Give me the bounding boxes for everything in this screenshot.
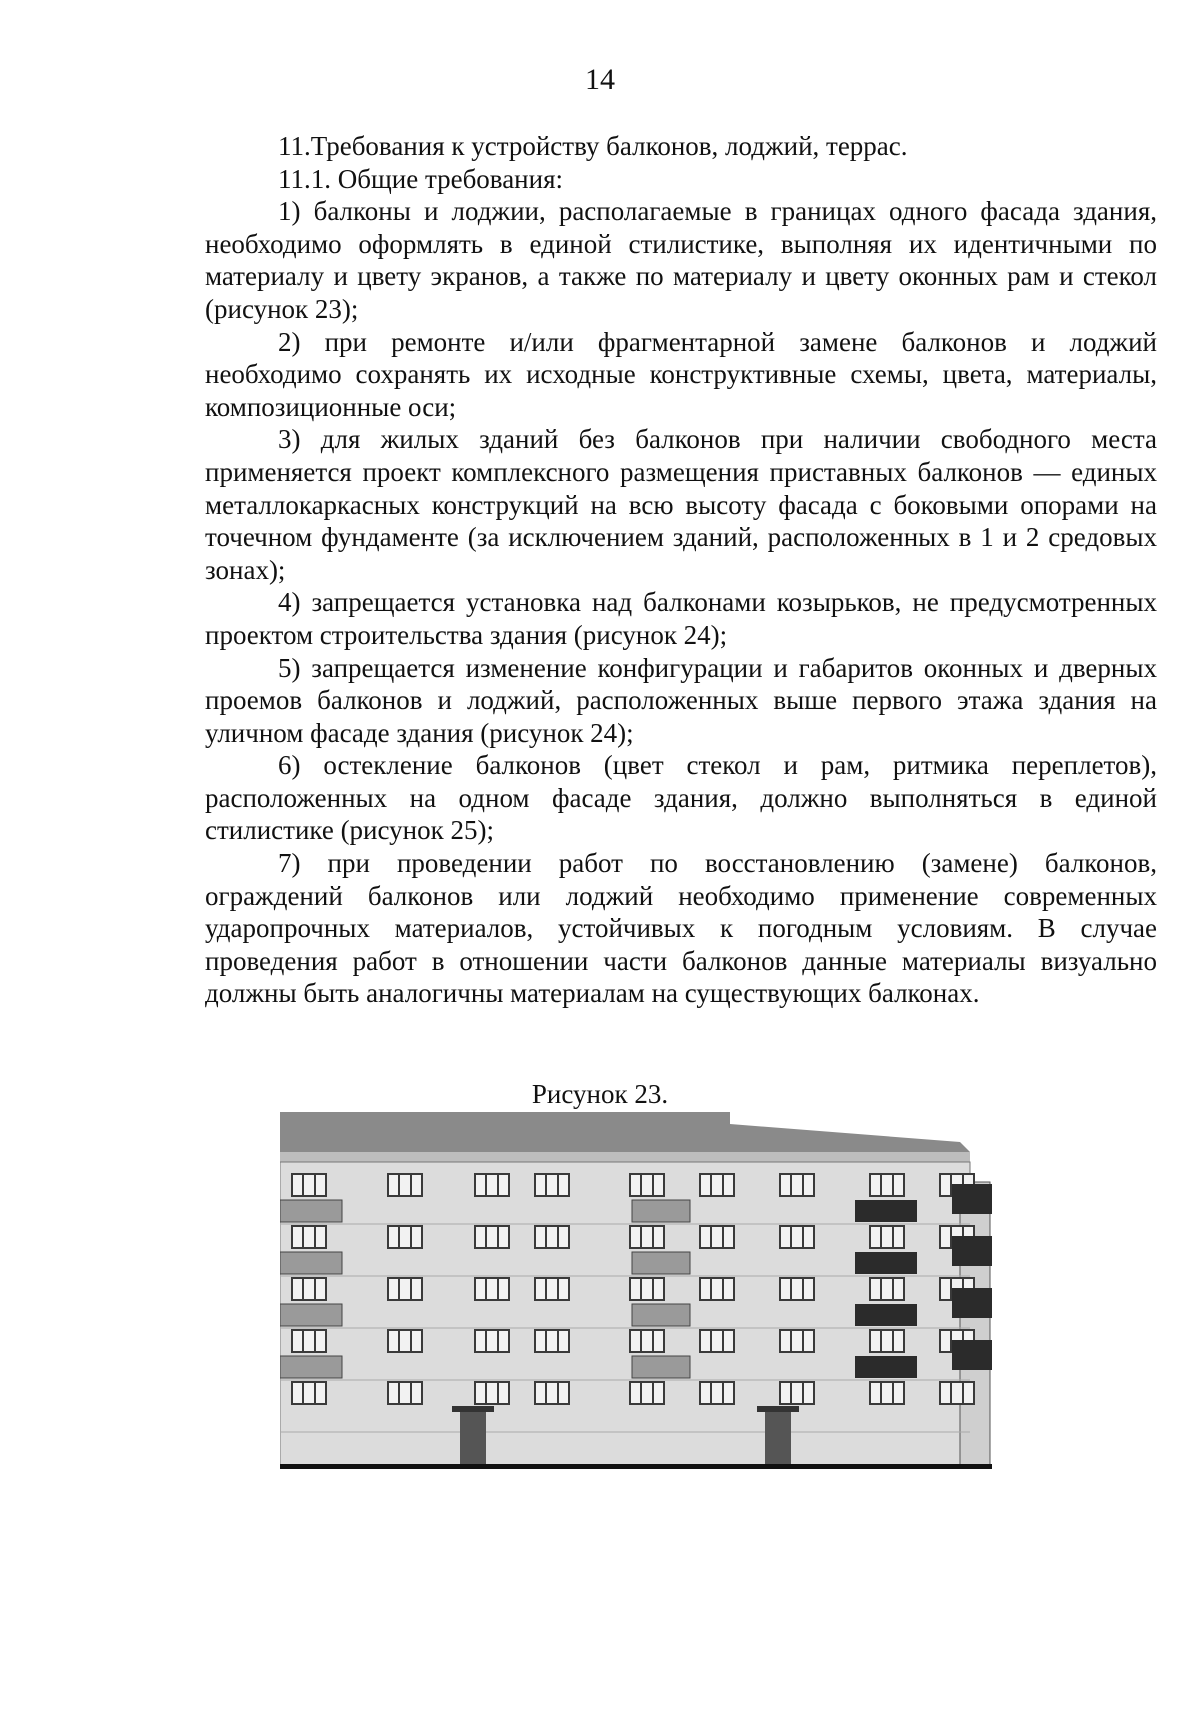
side-column [960, 1182, 990, 1467]
window [292, 1174, 326, 1196]
window [700, 1382, 734, 1404]
list-item: 5) запрещается изменение конфигурации и габаритов оконных и дверных проемов балконов и лоджий, расположенных выше первого этажа здания на уличном фасаде здания (рисунок 24); [205, 652, 1157, 748]
window [870, 1382, 904, 1404]
window [870, 1330, 904, 1352]
window [780, 1174, 814, 1196]
window [388, 1174, 422, 1196]
window [535, 1330, 569, 1352]
window [630, 1278, 664, 1300]
roof-edge [280, 1152, 970, 1162]
window [780, 1278, 814, 1300]
window [535, 1382, 569, 1404]
balcony-screen-dark [952, 1340, 992, 1370]
building-facade-figure [280, 1112, 1062, 1477]
list-item: 7) при проведении работ по восстановлению (замене) балконов, ограждений балконов или лоджий необходимо применение современных ударопрочных материалов, устойчивых к погодным условиям. В случае проведения работ в отношении части балконов данные материалы визуально должны быть аналогичны материалам на существующих балконах. [205, 848, 1157, 1009]
subsection-title: 11.1. Общие требования: [278, 163, 564, 194]
window [870, 1174, 904, 1196]
balcony-screen [632, 1304, 690, 1326]
balcony-screen [632, 1252, 690, 1274]
window [388, 1330, 422, 1352]
balcony-screen-dark [855, 1252, 917, 1274]
window [535, 1174, 569, 1196]
window [475, 1278, 509, 1300]
window [780, 1382, 814, 1404]
roof [280, 1112, 970, 1152]
window [780, 1330, 814, 1352]
entrance-canopy [452, 1406, 494, 1412]
window [475, 1330, 509, 1352]
list-item: 1) балконы и лоджии, располагаемые в границах одного фасада здания, необходимо оформлять в единой стилистике, выполняя их идентичными по материалу и цвету экранов, а также по материалу и цвету оконных рам и стекол (рисунок 23); [205, 196, 1157, 324]
balcony-screen [280, 1304, 342, 1326]
window [630, 1226, 664, 1248]
window [630, 1382, 664, 1404]
window [700, 1330, 734, 1352]
balcony-screen [280, 1200, 342, 1222]
window [388, 1278, 422, 1300]
window [292, 1330, 326, 1352]
balcony-screen-dark [855, 1200, 917, 1222]
window [535, 1226, 569, 1248]
window [388, 1382, 422, 1404]
ground-line [280, 1464, 992, 1469]
section-title: 11.Требования к устройству балконов, лоджий, террас. [278, 131, 908, 161]
list-item: 2) при ремонте и/или фрагментарной замене балконов и лоджий необходимо сохранять их исходные конструктивные схемы, цвета, материалы, композиционные оси; [205, 326, 1157, 422]
window [780, 1226, 814, 1248]
balcony-screen-dark [855, 1356, 917, 1378]
balcony-screen [632, 1200, 690, 1222]
window [475, 1226, 509, 1248]
window [630, 1330, 664, 1352]
window [630, 1174, 664, 1196]
balcony-screen [280, 1252, 342, 1274]
window [535, 1278, 569, 1300]
balcony-screen-dark [952, 1236, 992, 1266]
balcony-screen [280, 1356, 342, 1378]
entrance-door [765, 1412, 791, 1464]
list-item: 4) запрещается установка над балконами козырьков, не предусмотренных проектом строительства здания (рисунок 24); [205, 587, 1157, 650]
window [940, 1382, 974, 1404]
window [870, 1278, 904, 1300]
window [870, 1226, 904, 1248]
entrance-door [460, 1412, 486, 1464]
list-item: 6) остекление балконов (цвет стекол и рам, ритмика переплетов), расположенных на одном фасаде здания, должно выполняться в единой стилистике (рисунок 25); [205, 750, 1157, 846]
balcony-screen-dark [855, 1304, 917, 1326]
window [292, 1226, 326, 1248]
balcony-screen-dark [952, 1184, 992, 1214]
building-facade-drawing [280, 1112, 1062, 1477]
balcony-screen [632, 1356, 690, 1378]
balcony-screen-dark [952, 1288, 992, 1318]
window [700, 1278, 734, 1300]
page-number: 14 [585, 63, 615, 96]
entrance-canopy [757, 1406, 799, 1412]
window [292, 1382, 326, 1404]
window [700, 1174, 734, 1196]
figure-caption: Рисунок 23. [531, 1079, 669, 1109]
window [475, 1174, 509, 1196]
window [292, 1278, 326, 1300]
document-body [205, 130, 1157, 1010]
list-item: 3) для жилых зданий без балконов при наличии свободного места применяется проект комплексного размещения приставных балконов — единых металлокаркасных конструкций на всю высоту фасада с боковыми опорами на точечном фундаменте (за исключением зданий, расположенных в 1 и 2 средовых зонах); [205, 424, 1157, 585]
window [700, 1226, 734, 1248]
window [388, 1226, 422, 1248]
window [475, 1382, 509, 1404]
